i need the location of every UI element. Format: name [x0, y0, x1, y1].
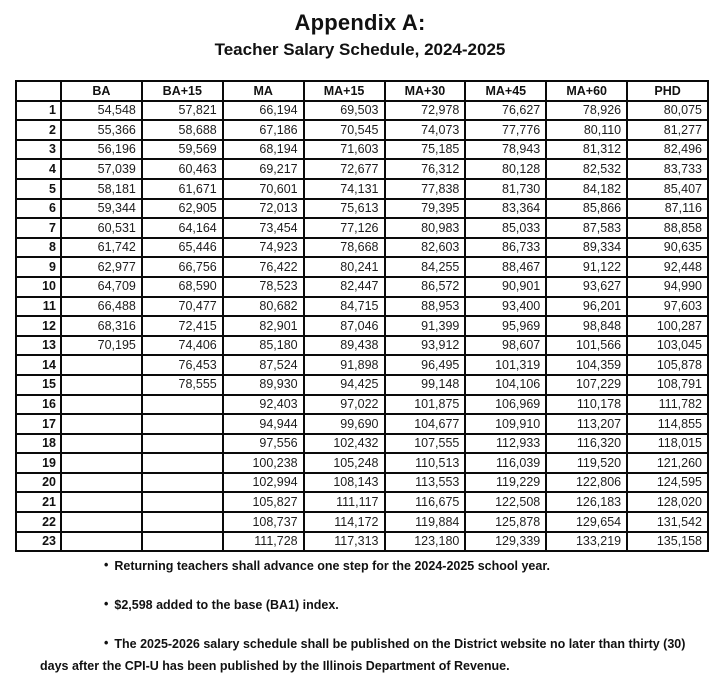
salary-cell: 113,207: [546, 414, 627, 434]
salary-cell: 98,607: [465, 336, 546, 356]
salary-cell: 112,933: [465, 434, 546, 454]
salary-cell: 88,858: [627, 218, 708, 238]
step-cell: 12: [16, 316, 61, 336]
salary-cell: 82,447: [304, 277, 385, 297]
step-cell: 2: [16, 120, 61, 140]
salary-cell: 66,488: [61, 297, 142, 317]
salary-cell: 78,523: [223, 277, 304, 297]
salary-cell: 131,542: [627, 512, 708, 532]
salary-cell: 101,566: [546, 336, 627, 356]
salary-cell: 68,316: [61, 316, 142, 336]
step-cell: 17: [16, 414, 61, 434]
salary-cell: 119,884: [385, 512, 466, 532]
salary-cell: 129,654: [546, 512, 627, 532]
note-text: Returning teachers shall advance one step for the 2024-2025 school year.: [114, 559, 550, 573]
salary-cell: [142, 414, 223, 434]
note-item: [40, 595, 690, 617]
salary-cell: 126,183: [546, 492, 627, 512]
note-item: [40, 556, 690, 578]
salary-cell: 68,590: [142, 277, 223, 297]
salary-cell: 71,603: [304, 140, 385, 160]
salary-cell: 94,990: [627, 277, 708, 297]
step-cell: 22: [16, 512, 61, 532]
bullet-icon: •: [104, 635, 109, 650]
salary-cell: 116,675: [385, 492, 466, 512]
salary-cell: 74,073: [385, 120, 466, 140]
salary-cell: 55,366: [61, 120, 142, 140]
salary-cell: 104,359: [546, 355, 627, 375]
table-row: [16, 336, 708, 356]
step-cell: 16: [16, 395, 61, 415]
salary-cell: 102,432: [304, 434, 385, 454]
salary-cell: 103,045: [627, 336, 708, 356]
salary-cell: 111,728: [223, 532, 304, 552]
salary-cell: 69,217: [223, 159, 304, 179]
salary-cell: 68,194: [223, 140, 304, 160]
salary-cell: 64,164: [142, 218, 223, 238]
salary-cell: 61,742: [61, 238, 142, 258]
salary-cell: 106,969: [465, 395, 546, 415]
salary-cell: 109,910: [465, 414, 546, 434]
salary-cell: 70,195: [61, 336, 142, 356]
salary-cell: 66,756: [142, 257, 223, 277]
step-cell: 14: [16, 355, 61, 375]
salary-cell: 78,668: [304, 238, 385, 258]
salary-cell: 135,158: [627, 532, 708, 552]
salary-cell: 74,923: [223, 238, 304, 258]
table-header-row: [16, 81, 708, 101]
salary-cell: 125,878: [465, 512, 546, 532]
salary-cell: 86,733: [465, 238, 546, 258]
step-cell: 6: [16, 199, 61, 219]
salary-cell: 56,196: [61, 140, 142, 160]
table-row: [16, 453, 708, 473]
salary-cell: 113,553: [385, 473, 466, 493]
table-row: [16, 532, 708, 552]
salary-cell: 97,556: [223, 434, 304, 454]
salary-cell: 116,039: [465, 453, 546, 473]
salary-cell: [142, 434, 223, 454]
salary-cell: 108,143: [304, 473, 385, 493]
note-item: [40, 634, 690, 678]
salary-cell: [61, 355, 142, 375]
salary-cell: 122,508: [465, 492, 546, 512]
salary-cell: 90,901: [465, 277, 546, 297]
salary-cell: 119,520: [546, 453, 627, 473]
salary-cell: 97,603: [627, 297, 708, 317]
salary-cell: 84,255: [385, 257, 466, 277]
salary-cell: 80,241: [304, 257, 385, 277]
salary-cell: 83,364: [465, 199, 546, 219]
salary-cell: 82,603: [385, 238, 466, 258]
salary-cell: 81,277: [627, 120, 708, 140]
salary-cell: 87,046: [304, 316, 385, 336]
salary-cell: 69,503: [304, 101, 385, 121]
column-header: BA: [61, 81, 142, 101]
notes-list: [40, 556, 690, 695]
salary-schedule-table: [15, 80, 709, 552]
salary-cell: 101,875: [385, 395, 466, 415]
salary-cell: 64,709: [61, 277, 142, 297]
salary-cell: 91,898: [304, 355, 385, 375]
step-cell: 3: [16, 140, 61, 160]
bullet-icon: •: [104, 596, 109, 611]
salary-cell: 92,448: [627, 257, 708, 277]
salary-cell: 99,148: [385, 375, 466, 395]
salary-cell: 133,219: [546, 532, 627, 552]
salary-cell: 104,106: [465, 375, 546, 395]
salary-cell: 91,399: [385, 316, 466, 336]
salary-cell: 97,022: [304, 395, 385, 415]
salary-cell: 96,201: [546, 297, 627, 317]
salary-cell: 76,627: [465, 101, 546, 121]
table-row: [16, 140, 708, 160]
column-header: MA+30: [385, 81, 466, 101]
salary-cell: 105,248: [304, 453, 385, 473]
table-body: [16, 101, 708, 552]
salary-cell: 105,827: [223, 492, 304, 512]
salary-cell: 74,131: [304, 179, 385, 199]
salary-cell: 117,313: [304, 532, 385, 552]
salary-cell: 78,926: [546, 101, 627, 121]
salary-cell: 78,555: [142, 375, 223, 395]
salary-cell: 85,033: [465, 218, 546, 238]
table-row: [16, 199, 708, 219]
salary-cell: 128,020: [627, 492, 708, 512]
step-cell: 8: [16, 238, 61, 258]
salary-cell: 93,627: [546, 277, 627, 297]
salary-cell: [142, 512, 223, 532]
step-cell: 5: [16, 179, 61, 199]
salary-cell: 104,677: [385, 414, 466, 434]
note-text: The 2025-2026 salary schedule shall be published on the District website no later than thirty (30) days after the CPI-U has been published by the Illinois Department of Revenue.: [40, 636, 686, 673]
salary-cell: 75,613: [304, 199, 385, 219]
step-cell: 20: [16, 473, 61, 493]
salary-cell: 99,690: [304, 414, 385, 434]
salary-cell: 114,172: [304, 512, 385, 532]
step-cell: 13: [16, 336, 61, 356]
column-header: MA+60: [546, 81, 627, 101]
salary-cell: 59,569: [142, 140, 223, 160]
salary-cell: 88,467: [465, 257, 546, 277]
note-text: $2,598 added to the base (BA1) index.: [114, 597, 339, 612]
table-row: [16, 316, 708, 336]
salary-cell: 80,983: [385, 218, 466, 238]
salary-cell: 96,495: [385, 355, 466, 375]
salary-cell: 81,312: [546, 140, 627, 160]
salary-cell: 124,595: [627, 473, 708, 493]
salary-cell: 78,943: [465, 140, 546, 160]
salary-cell: 88,953: [385, 297, 466, 317]
salary-cell: 95,969: [465, 316, 546, 336]
salary-cell: 57,039: [61, 159, 142, 179]
salary-cell: 84,182: [546, 179, 627, 199]
salary-cell: [142, 492, 223, 512]
salary-cell: 116,320: [546, 434, 627, 454]
salary-cell: 93,912: [385, 336, 466, 356]
salary-cell: 85,180: [223, 336, 304, 356]
salary-cell: 70,545: [304, 120, 385, 140]
table-row: [16, 434, 708, 454]
salary-cell: [142, 453, 223, 473]
table-row: [16, 179, 708, 199]
salary-cell: 61,671: [142, 179, 223, 199]
salary-cell: 121,260: [627, 453, 708, 473]
step-cell: 23: [16, 532, 61, 552]
salary-cell: 60,531: [61, 218, 142, 238]
step-cell: 1: [16, 101, 61, 121]
column-header: MA: [223, 81, 304, 101]
salary-cell: 80,682: [223, 297, 304, 317]
salary-cell: 111,782: [627, 395, 708, 415]
step-column-header: [16, 81, 61, 101]
salary-cell: 72,415: [142, 316, 223, 336]
salary-cell: 74,406: [142, 336, 223, 356]
step-cell: 21: [16, 492, 61, 512]
salary-cell: 98,848: [546, 316, 627, 336]
salary-cell: 79,395: [385, 199, 466, 219]
salary-cell: 93,400: [465, 297, 546, 317]
salary-cell: 85,866: [546, 199, 627, 219]
table-row: [16, 297, 708, 317]
salary-cell: 82,496: [627, 140, 708, 160]
bullet-icon: •: [104, 558, 109, 572]
salary-cell: 122,806: [546, 473, 627, 493]
table-row: [16, 238, 708, 258]
salary-cell: 62,905: [142, 199, 223, 219]
table-row: [16, 375, 708, 395]
salary-cell: 91,122: [546, 257, 627, 277]
table-row: [16, 473, 708, 493]
table-row: [16, 218, 708, 238]
salary-cell: [142, 395, 223, 415]
table-header: [16, 81, 708, 101]
salary-cell: [61, 512, 142, 532]
salary-cell: 111,117: [304, 492, 385, 512]
salary-cell: 70,477: [142, 297, 223, 317]
step-cell: 7: [16, 218, 61, 238]
table-row: [16, 159, 708, 179]
salary-cell: 70,601: [223, 179, 304, 199]
salary-cell: 87,524: [223, 355, 304, 375]
salary-cell: 105,878: [627, 355, 708, 375]
salary-cell: 75,185: [385, 140, 466, 160]
salary-cell: 60,463: [142, 159, 223, 179]
table-row: [16, 355, 708, 375]
salary-cell: [61, 434, 142, 454]
salary-cell: 81,730: [465, 179, 546, 199]
salary-cell: 90,635: [627, 238, 708, 258]
column-header: MA+45: [465, 81, 546, 101]
salary-cell: 84,715: [304, 297, 385, 317]
salary-cell: 110,513: [385, 453, 466, 473]
salary-cell: 80,075: [627, 101, 708, 121]
salary-cell: 86,572: [385, 277, 466, 297]
salary-cell: [61, 414, 142, 434]
salary-cell: 94,425: [304, 375, 385, 395]
salary-cell: 73,454: [223, 218, 304, 238]
salary-cell: 80,110: [546, 120, 627, 140]
salary-cell: 101,319: [465, 355, 546, 375]
step-cell: 15: [16, 375, 61, 395]
table-row: [16, 277, 708, 297]
salary-cell: 54,548: [61, 101, 142, 121]
salary-cell: 57,821: [142, 101, 223, 121]
salary-cell: 107,229: [546, 375, 627, 395]
salary-cell: 100,238: [223, 453, 304, 473]
salary-cell: 107,555: [385, 434, 466, 454]
salary-cell: 77,776: [465, 120, 546, 140]
salary-cell: [61, 492, 142, 512]
salary-cell: [61, 532, 142, 552]
salary-cell: 72,677: [304, 159, 385, 179]
salary-cell: 100,287: [627, 316, 708, 336]
salary-cell: 66,194: [223, 101, 304, 121]
table-row: [16, 395, 708, 415]
salary-cell: 58,181: [61, 179, 142, 199]
salary-cell: 82,532: [546, 159, 627, 179]
salary-cell: 72,013: [223, 199, 304, 219]
column-header: MA+15: [304, 81, 385, 101]
salary-cell: 102,994: [223, 473, 304, 493]
salary-cell: [61, 375, 142, 395]
salary-cell: 87,116: [627, 199, 708, 219]
salary-cell: 83,733: [627, 159, 708, 179]
salary-cell: 114,855: [627, 414, 708, 434]
step-cell: 10: [16, 277, 61, 297]
salary-cell: 76,312: [385, 159, 466, 179]
step-cell: 18: [16, 434, 61, 454]
salary-cell: 89,930: [223, 375, 304, 395]
salary-cell: 65,446: [142, 238, 223, 258]
table-row: [16, 414, 708, 434]
salary-cell: 119,229: [465, 473, 546, 493]
salary-cell: 77,838: [385, 179, 466, 199]
salary-cell: 67,186: [223, 120, 304, 140]
salary-cell: 89,334: [546, 238, 627, 258]
salary-cell: 58,688: [142, 120, 223, 140]
salary-cell: 82,901: [223, 316, 304, 336]
table-row: [16, 101, 708, 121]
salary-cell: 80,128: [465, 159, 546, 179]
salary-cell: 92,403: [223, 395, 304, 415]
salary-cell: 59,344: [61, 199, 142, 219]
table-row: [16, 257, 708, 277]
salary-cell: [142, 532, 223, 552]
salary-cell: 108,737: [223, 512, 304, 532]
salary-cell: 62,977: [61, 257, 142, 277]
salary-cell: 123,180: [385, 532, 466, 552]
step-cell: 19: [16, 453, 61, 473]
table-row: [16, 492, 708, 512]
salary-cell: 72,978: [385, 101, 466, 121]
salary-cell: [61, 453, 142, 473]
column-header: PHD: [627, 81, 708, 101]
salary-cell: 89,438: [304, 336, 385, 356]
salary-cell: [61, 395, 142, 415]
salary-cell: 108,791: [627, 375, 708, 395]
salary-cell: 87,583: [546, 218, 627, 238]
page-subtitle: Teacher Salary Schedule, 2024-2025: [214, 40, 506, 60]
step-cell: 9: [16, 257, 61, 277]
title-block: [0, 0, 720, 61]
step-cell: 11: [16, 297, 61, 317]
salary-cell: 76,453: [142, 355, 223, 375]
salary-cell: [142, 473, 223, 493]
salary-cell: 94,944: [223, 414, 304, 434]
table-row: [16, 512, 708, 532]
salary-cell: 76,422: [223, 257, 304, 277]
column-header: BA+15: [142, 81, 223, 101]
salary-cell: 85,407: [627, 179, 708, 199]
step-cell: 4: [16, 159, 61, 179]
page-title: Appendix A:: [294, 10, 426, 35]
table-row: [16, 120, 708, 140]
salary-cell: 118,015: [627, 434, 708, 454]
salary-cell: 110,178: [546, 395, 627, 415]
salary-cell: 77,126: [304, 218, 385, 238]
salary-cell: [61, 473, 142, 493]
salary-cell: 129,339: [465, 532, 546, 552]
